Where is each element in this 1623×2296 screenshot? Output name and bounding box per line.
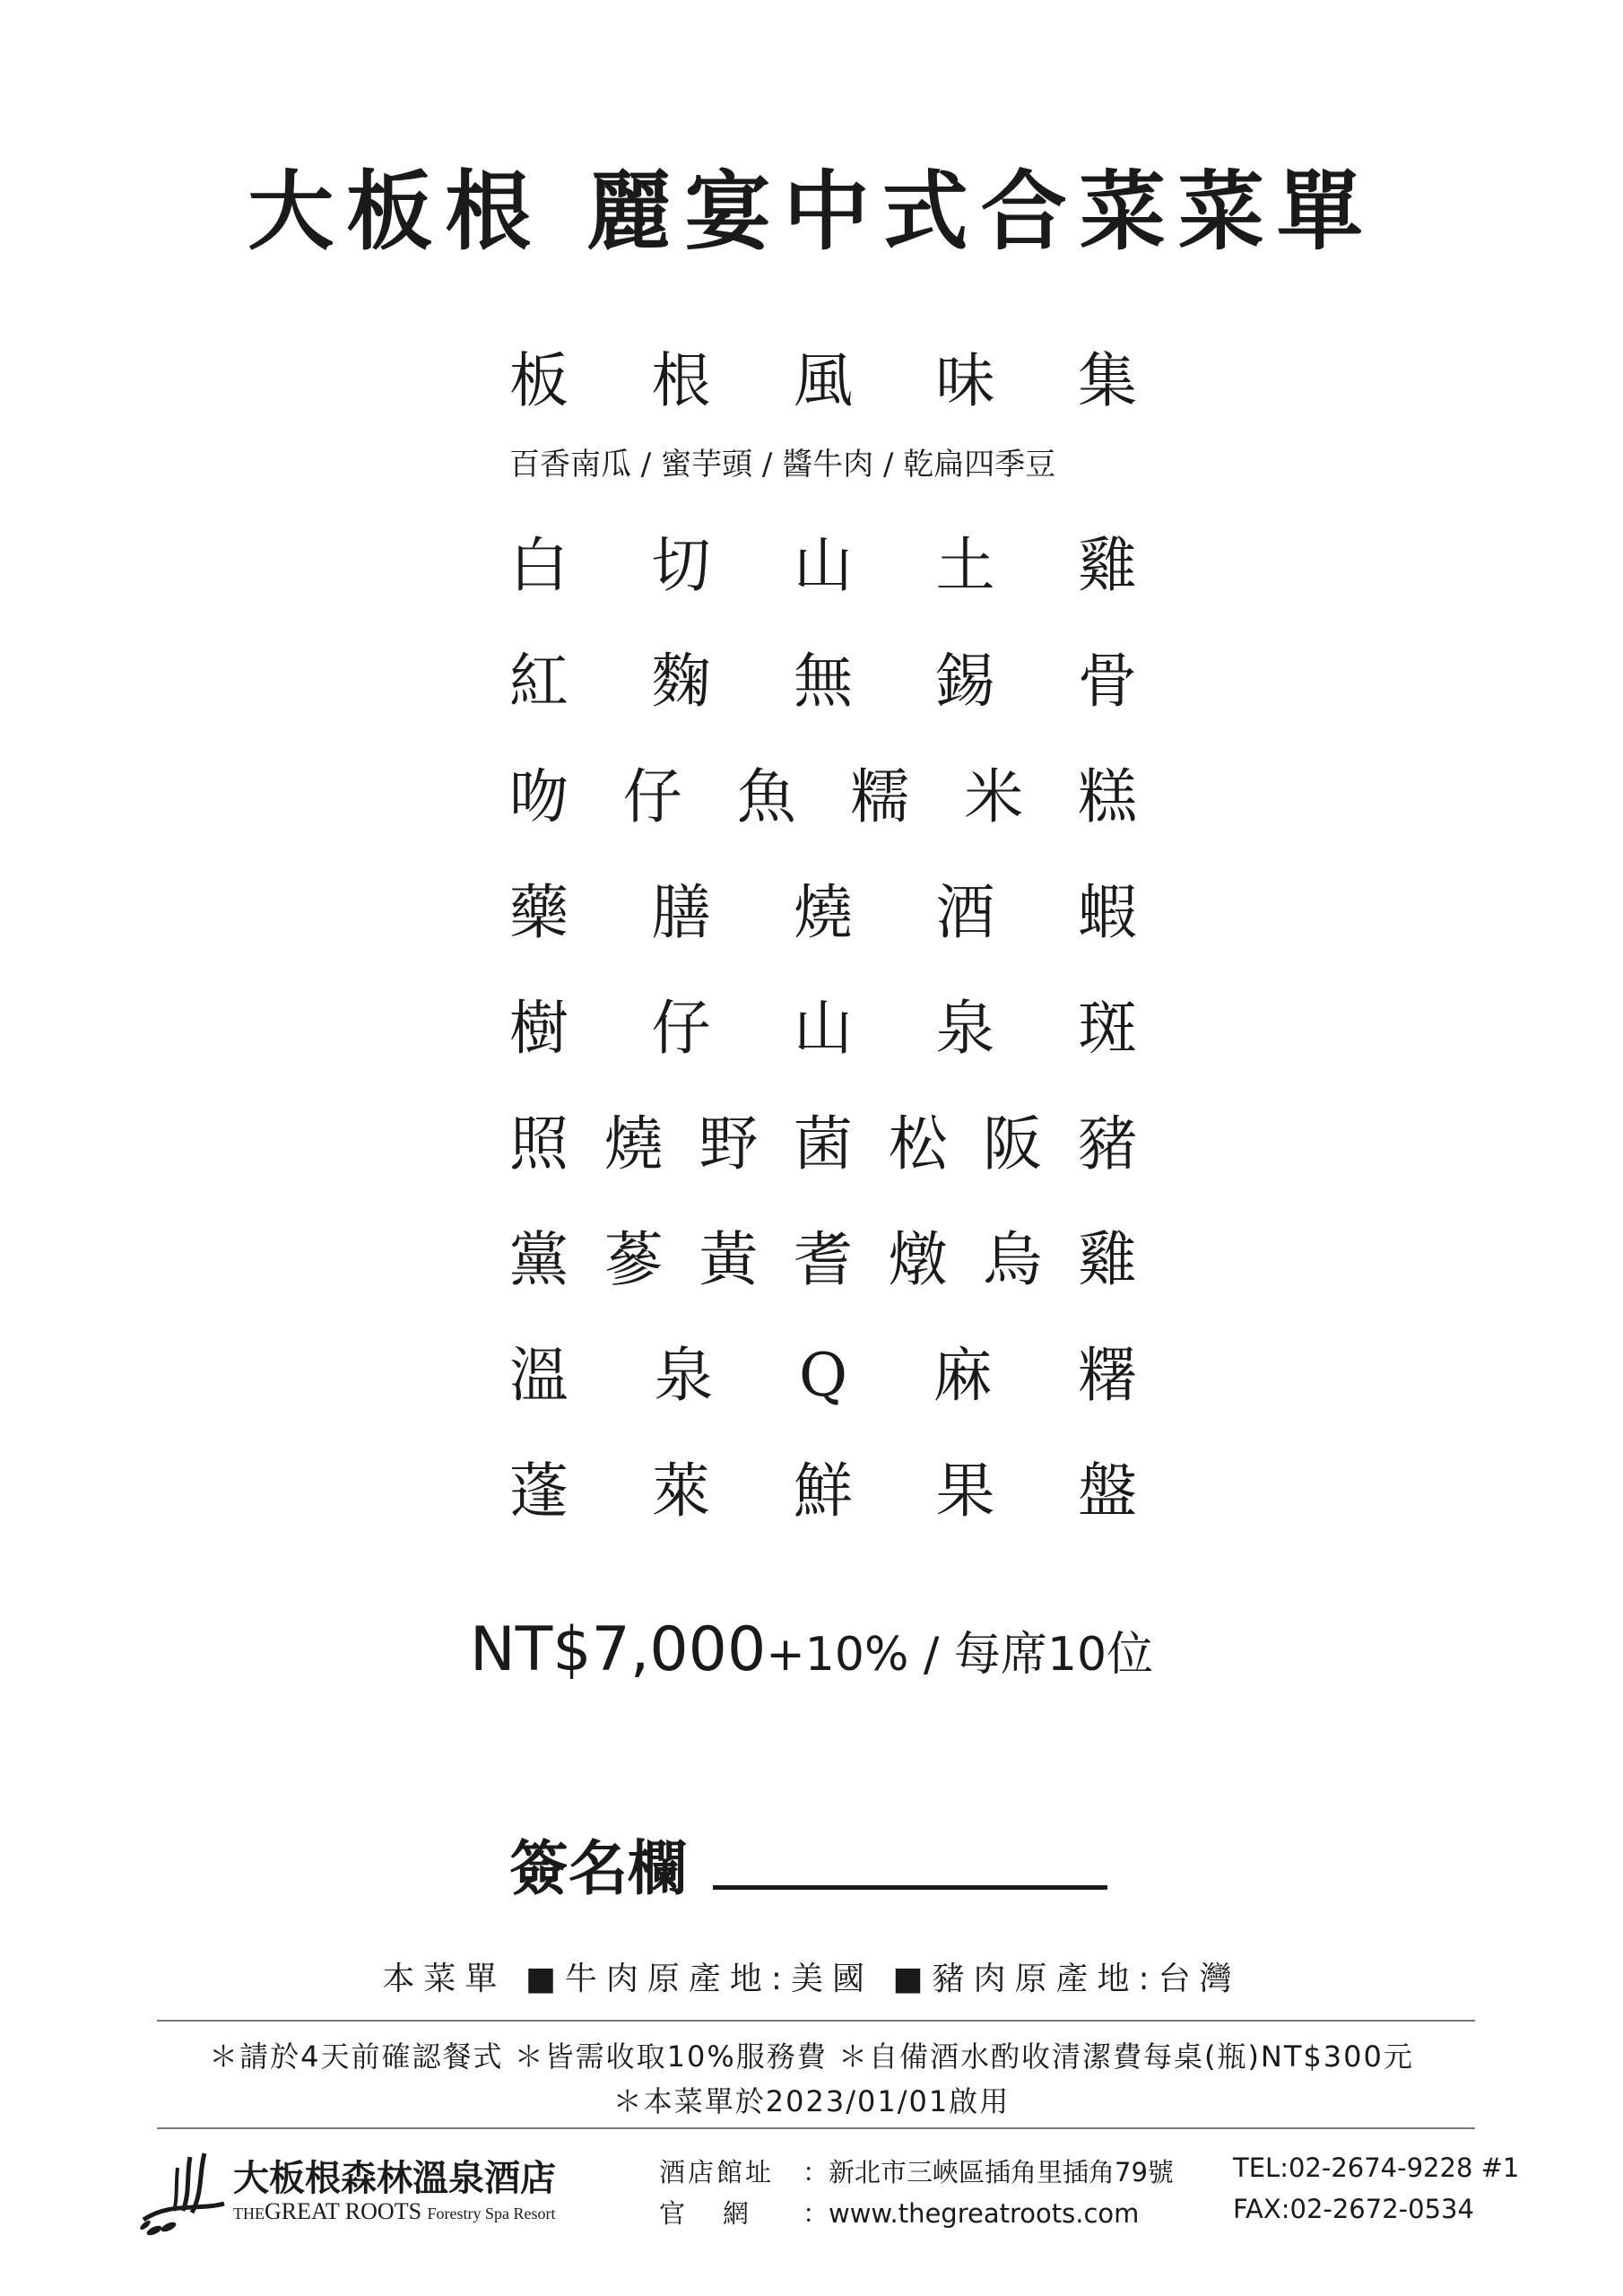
menu-title: 大板根 麗宴中式合菜菜單: [247, 161, 1376, 262]
dish-char: 無: [794, 647, 853, 716]
dish-char: 骨: [1078, 647, 1137, 716]
telephone: TEL:02-2674-9228 #1: [1233, 2152, 1520, 2183]
dish-char: 鮮: [794, 1457, 853, 1526]
dish-char: 黨: [509, 1225, 568, 1294]
address-value: ：新北市三峽區插角里插角79號: [803, 2157, 1174, 2187]
dish-char: 切: [651, 531, 711, 600]
dish-char: 風: [794, 346, 853, 415]
signature-label: 簽名欄: [509, 1834, 687, 1903]
price-suffix: +10% / 每席10位: [766, 1628, 1154, 1682]
website-line: [659, 2194, 1139, 2231]
dish-char: 泉: [654, 1341, 714, 1410]
divider-top: [157, 2020, 1475, 2022]
dish-char: 仔: [651, 994, 711, 1063]
dish-char: 黃: [699, 1225, 759, 1294]
dish-char: 魚: [736, 762, 796, 831]
dish-char: 糕: [1077, 762, 1137, 831]
dish-char: 雞: [1078, 531, 1137, 600]
hotel-logo: [135, 2148, 556, 2238]
dish-item: [509, 531, 1137, 600]
dish-char: 膳: [651, 878, 711, 947]
dish-item: [509, 1109, 1137, 1178]
dish-item: [509, 878, 1137, 947]
dish-item: [509, 346, 1137, 415]
fax: FAX:02-2672-0534: [1233, 2194, 1474, 2224]
dish-item: [509, 994, 1137, 1063]
leaf-logo-icon: [135, 2148, 229, 2238]
price-line: [0, 1614, 1623, 1685]
dish-char: 燉: [888, 1225, 948, 1294]
dish-char: 樹: [509, 994, 568, 1063]
dish-char: 白: [509, 531, 568, 600]
note-line-2: ＊本菜單於2023/01/01啟用: [612, 2084, 1011, 2118]
divider-bottom: [157, 2127, 1475, 2129]
logo-english-name: THEGREAT ROOTS Forestry Spa Resort: [233, 2198, 556, 2224]
dish-char: 燒: [794, 878, 853, 947]
dish-item: [509, 1225, 1137, 1294]
dish-char: 酒: [935, 878, 995, 947]
dish-char: 照: [509, 1109, 568, 1178]
dish-char: 斑: [1078, 994, 1137, 1063]
logo-chinese-name: 大板根森林溫泉酒店: [233, 2158, 556, 2199]
dish-char: 耆: [793, 1225, 853, 1294]
website-label: 官網: [659, 2198, 787, 2229]
dish-char: 蔘: [603, 1225, 664, 1294]
dish-char: 阪: [983, 1109, 1043, 1178]
dish-char: 藥: [509, 878, 568, 947]
dish-char: 糯: [850, 762, 910, 831]
dish-char: 蝦: [1078, 878, 1137, 947]
dish-char: 果: [935, 1457, 995, 1526]
dish-char: 米: [964, 762, 1024, 831]
dish-char: 板: [509, 346, 568, 415]
dish-char: 根: [651, 346, 711, 415]
dish-char: 溫: [509, 1341, 568, 1410]
dish-char: 燒: [603, 1109, 664, 1178]
dish-char: 松: [888, 1109, 948, 1178]
dish-item: [509, 1341, 1137, 1410]
dish-char: 味: [935, 346, 995, 415]
dish-char: 雞: [1077, 1225, 1137, 1294]
price-main: NT$7,000: [469, 1614, 767, 1685]
dish-char: 土: [935, 531, 995, 600]
signature-line: [713, 1885, 1107, 1890]
note-line-1: ＊請於4天前確認餐式 ＊皆需收取10%服務費 ＊自備酒水酌收清潔費每桌(瓶)NT$300元: [209, 2039, 1414, 2074]
dish-char: 山: [794, 531, 853, 600]
website-value: ：www.thegreatroots.com: [803, 2198, 1140, 2229]
dish-char: 錫: [935, 647, 995, 716]
dish-char: 山: [794, 994, 853, 1063]
dish-char: 菌: [793, 1109, 853, 1178]
dish-item: [509, 647, 1137, 716]
dish-char: 蓬: [509, 1457, 568, 1526]
dish-char: 麴: [651, 647, 711, 716]
dish-char: 糬: [1077, 1341, 1137, 1410]
origin-note: 本菜單 ■牛肉原產地:美國 ■豬肉原產地:台灣: [382, 1961, 1241, 1997]
dish-char: 盤: [1078, 1457, 1137, 1526]
dish-char: 仔: [622, 762, 682, 831]
address-line: [659, 2152, 1174, 2189]
dish-char: 烏: [983, 1225, 1043, 1294]
dish-char: 萊: [651, 1457, 711, 1526]
dish-char: 紅: [509, 647, 568, 716]
dish-subtitle: 百香南瓜 / 蜜芋頭 / 醬牛肉 / 乾扁四季豆: [509, 447, 1056, 483]
address-label: 酒店館址: [659, 2157, 775, 2187]
dish-char: 吻: [509, 762, 568, 831]
dish-char: 野: [699, 1109, 759, 1178]
dish-item: [509, 762, 1137, 831]
dish-char: Q: [798, 1341, 848, 1410]
dish-char: 豬: [1077, 1109, 1137, 1178]
dish-char: 泉: [935, 994, 995, 1063]
dish-char: 集: [1078, 346, 1137, 415]
dish-char: 麻: [933, 1341, 993, 1410]
dish-item: [509, 1457, 1137, 1526]
